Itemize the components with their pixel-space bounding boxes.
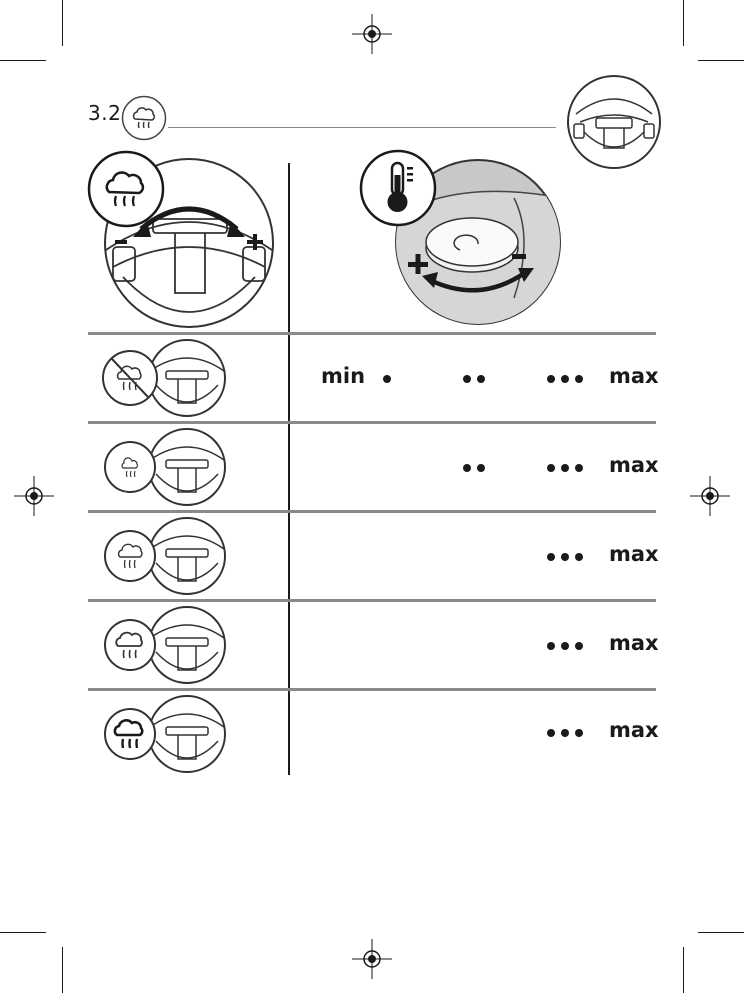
section-number: 3.2 bbox=[88, 101, 122, 125]
max-label: max bbox=[609, 631, 659, 655]
dot-indicator bbox=[544, 462, 586, 472]
crop-mark bbox=[0, 932, 46, 933]
row-figure bbox=[100, 515, 230, 597]
row-figure bbox=[100, 337, 230, 419]
crop-mark bbox=[683, 947, 684, 993]
row-figure bbox=[100, 604, 230, 686]
dot-indicator bbox=[380, 373, 394, 383]
crop-mark bbox=[698, 932, 744, 933]
dot-indicator bbox=[460, 373, 488, 383]
dot-indicator bbox=[544, 373, 586, 383]
steam-icon bbox=[121, 95, 167, 141]
min-label: min bbox=[321, 364, 366, 388]
max-label: max bbox=[609, 542, 659, 566]
row-figure bbox=[100, 426, 230, 508]
dot-indicator bbox=[544, 640, 586, 650]
steam-control-icon bbox=[87, 150, 165, 228]
max-label: max bbox=[609, 364, 659, 388]
dot-indicator bbox=[544, 551, 586, 561]
row-divider bbox=[88, 421, 656, 424]
registration-mark-icon bbox=[690, 476, 730, 516]
iron-overview-figure bbox=[566, 74, 662, 170]
crop-mark bbox=[683, 0, 684, 46]
row-divider bbox=[88, 599, 656, 602]
row-divider bbox=[88, 332, 656, 335]
registration-mark-icon bbox=[352, 939, 392, 979]
registration-mark-icon bbox=[14, 476, 54, 516]
crop-mark bbox=[0, 60, 46, 61]
column-divider bbox=[288, 163, 290, 775]
max-label: max bbox=[609, 718, 659, 742]
dot-indicator bbox=[460, 462, 488, 472]
crop-mark bbox=[698, 60, 744, 61]
crop-mark bbox=[62, 947, 63, 993]
registration-mark-icon bbox=[352, 14, 392, 54]
row-figure bbox=[100, 693, 230, 775]
row-divider bbox=[88, 510, 656, 513]
thermometer-icon bbox=[359, 149, 437, 227]
max-label: max bbox=[609, 453, 659, 477]
title-rule bbox=[168, 127, 556, 128]
dot-indicator bbox=[544, 727, 586, 737]
crop-mark bbox=[62, 0, 63, 46]
row-divider bbox=[88, 688, 656, 691]
